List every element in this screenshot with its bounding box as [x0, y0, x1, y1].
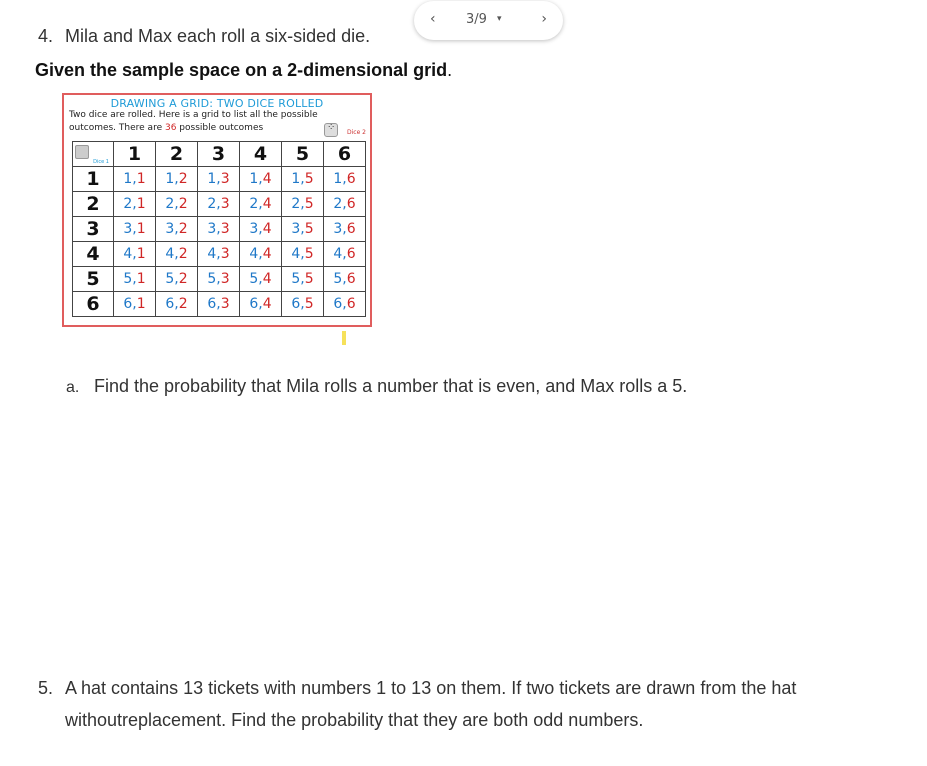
dice-2-icon — [324, 123, 338, 137]
outcome-cell — [156, 217, 198, 242]
die-2-value: 2 — [178, 196, 188, 212]
question-4a — [66, 376, 687, 397]
die-1-value: 3 — [291, 221, 301, 237]
die-1-value: 3 — [249, 221, 259, 237]
row-header: 3 — [73, 217, 114, 242]
die-1-value: 5 — [291, 271, 301, 287]
die-1-value: 5 — [249, 271, 259, 287]
outcome-cell — [114, 267, 156, 292]
die-1-value: 3 — [207, 221, 217, 237]
dice-2-label: Dice 2 — [346, 129, 366, 136]
pair-separator: , — [258, 171, 263, 187]
die-2-value: 5 — [304, 271, 314, 287]
outcome-cell — [324, 292, 366, 317]
outcome-cell — [324, 217, 366, 242]
die-1-value: 3 — [165, 221, 175, 237]
die-1-value: 6 — [333, 296, 343, 312]
outcome-cell — [324, 267, 366, 292]
die-2-value: 3 — [220, 171, 230, 187]
pair-separator: , — [174, 296, 179, 312]
die-2-value: 6 — [346, 221, 356, 237]
pair-separator: , — [342, 246, 347, 262]
outcome-cell — [240, 167, 282, 192]
column-header: 2 — [156, 142, 198, 167]
die-2-value: 1 — [136, 171, 146, 187]
die-1-value: 2 — [249, 196, 259, 212]
dice-1-icon — [75, 145, 89, 159]
row-header: 2 — [73, 192, 114, 217]
die-1-value: 5 — [165, 271, 175, 287]
grid-desc-pre: outcomes. There are — [69, 123, 165, 133]
outcome-cell — [114, 192, 156, 217]
question-5-text-line-1: A hat contains 13 tickets with numbers 1 to 13 on them. If two tickets are drawn from the hat — [65, 678, 797, 698]
die-2-value: 6 — [346, 246, 356, 262]
die-2-value: 2 — [178, 271, 188, 287]
pair-separator: , — [132, 221, 137, 237]
die-1-value: 2 — [207, 196, 217, 212]
table-row — [73, 292, 366, 317]
text-cursor-marker — [342, 331, 346, 345]
die-1-value: 3 — [333, 221, 343, 237]
die-2-value: 4 — [262, 246, 272, 262]
pair-separator: , — [342, 296, 347, 312]
die-2-value: 6 — [346, 296, 356, 312]
outcome-cell — [156, 267, 198, 292]
pair-separator: , — [300, 296, 305, 312]
question-5-text-line-2: withoutreplacement. Find the probability that they are both odd numbers. — [65, 710, 644, 730]
table-row — [73, 242, 366, 267]
table-row — [73, 167, 366, 192]
page-count: 3/9 — [466, 12, 487, 27]
die-2-value: 2 — [178, 171, 188, 187]
part-a-label: a. — [66, 379, 80, 396]
die-2-value: 4 — [262, 221, 272, 237]
die-2-value: 1 — [136, 246, 146, 262]
die-2-value: 3 — [220, 296, 230, 312]
die-2-value: 2 — [178, 296, 188, 312]
die-2-value: 3 — [220, 246, 230, 262]
outcome-cell — [324, 192, 366, 217]
page-navigator — [414, 1, 563, 40]
page-dropdown-caret-icon[interactable]: ▾ — [497, 14, 502, 24]
pair-separator: , — [174, 171, 179, 187]
question-5-number: 5. — [38, 678, 54, 698]
outcome-cell — [156, 192, 198, 217]
outcome-cell — [282, 292, 324, 317]
given-bold-text: Given the sample space on a 2-dimensional grid — [35, 60, 448, 80]
pair-separator: , — [216, 221, 221, 237]
pair-separator: , — [300, 221, 305, 237]
die-2-value: 4 — [262, 271, 272, 287]
outcome-cell — [282, 267, 324, 292]
die-1-value: 4 — [123, 246, 133, 262]
pair-separator: , — [132, 196, 137, 212]
die-2-value: 6 — [346, 196, 356, 212]
outcome-cell — [198, 242, 240, 267]
pair-separator: , — [216, 296, 221, 312]
die-2-value: 5 — [304, 171, 314, 187]
question-5 — [38, 672, 796, 736]
die-1-value: 2 — [123, 196, 133, 212]
die-1-value: 5 — [207, 271, 217, 287]
outcome-cell — [324, 167, 366, 192]
outcome-cell — [198, 217, 240, 242]
pair-separator: , — [258, 196, 263, 212]
die-2-value: 4 — [262, 196, 272, 212]
column-header: 5 — [282, 142, 324, 167]
die-1-value: 6 — [207, 296, 217, 312]
die-1-value: 2 — [165, 196, 175, 212]
die-2-value: 2 — [178, 246, 188, 262]
dice-1-label: Dice 1 — [93, 159, 109, 165]
part-a-text: Find the probability that Mila rolls a number that is even, and Max rolls a 5. — [94, 376, 688, 396]
die-1-value: 6 — [165, 296, 175, 312]
table-corner — [73, 142, 114, 167]
pair-separator: , — [174, 271, 179, 287]
outcome-cell — [282, 192, 324, 217]
grid-title: DRAWING A GRID: TWO DICE ROLLED — [110, 97, 324, 110]
pair-separator: , — [342, 196, 347, 212]
previous-page-icon[interactable]: ‹ — [430, 11, 436, 27]
die-2-value: 4 — [262, 296, 272, 312]
pair-separator: , — [132, 271, 137, 287]
die-2-value: 1 — [136, 271, 146, 287]
outcome-cell — [156, 167, 198, 192]
die-2-value: 5 — [304, 196, 314, 212]
row-header: 5 — [73, 267, 114, 292]
die-1-value: 4 — [291, 246, 301, 262]
column-header: 6 — [324, 142, 366, 167]
grid-desc-post: possible outcomes — [176, 123, 264, 133]
outcome-cell — [282, 217, 324, 242]
pair-separator: , — [300, 271, 305, 287]
question-4 — [38, 26, 370, 47]
die-1-value: 1 — [207, 171, 217, 187]
die-2-value: 3 — [220, 271, 230, 287]
die-2-value: 1 — [136, 221, 146, 237]
dice-grid-image — [62, 93, 372, 327]
grid-description-line-2 — [69, 123, 263, 133]
pair-separator: , — [132, 171, 137, 187]
die-2-value: 6 — [346, 271, 356, 287]
pair-separator: , — [258, 271, 263, 287]
die-1-value: 1 — [333, 171, 343, 187]
pair-separator: , — [216, 196, 221, 212]
die-1-value: 6 — [249, 296, 259, 312]
pair-separator: , — [132, 246, 137, 262]
pair-separator: , — [174, 196, 179, 212]
question-4-number: 4. — [38, 26, 54, 46]
outcome-cell — [282, 167, 324, 192]
die-1-value: 1 — [291, 171, 301, 187]
outcome-cell — [240, 217, 282, 242]
die-1-value: 2 — [291, 196, 301, 212]
die-2-value: 4 — [262, 171, 272, 187]
pair-separator: , — [342, 221, 347, 237]
pair-separator: , — [216, 171, 221, 187]
outcome-cell — [240, 267, 282, 292]
die-2-value: 5 — [304, 296, 314, 312]
die-2-value: 5 — [304, 221, 314, 237]
outcome-cell — [198, 167, 240, 192]
question-5-line-1 — [38, 672, 796, 704]
row-header: 1 — [73, 167, 114, 192]
outcome-cell — [156, 242, 198, 267]
die-1-value: 4 — [249, 246, 259, 262]
outcome-cell — [114, 167, 156, 192]
outcome-cell — [198, 267, 240, 292]
die-1-value: 1 — [249, 171, 259, 187]
pair-separator: , — [216, 246, 221, 262]
die-2-value: 6 — [346, 171, 356, 187]
pair-separator: , — [258, 246, 263, 262]
die-2-value: 3 — [220, 221, 230, 237]
outcome-cell — [198, 192, 240, 217]
die-1-value: 4 — [333, 246, 343, 262]
die-2-value: 3 — [220, 196, 230, 212]
pair-separator: , — [342, 171, 347, 187]
outcome-cell — [324, 242, 366, 267]
table-row — [73, 217, 366, 242]
die-1-value: 2 — [333, 196, 343, 212]
outcome-cell — [240, 242, 282, 267]
die-2-value: 5 — [304, 246, 314, 262]
next-page-icon[interactable]: › — [541, 11, 547, 27]
sample-space-table — [72, 141, 366, 317]
pair-separator: , — [258, 221, 263, 237]
outcome-cell — [282, 242, 324, 267]
table-row — [73, 267, 366, 292]
given-statement — [35, 60, 452, 81]
outcome-cell — [114, 242, 156, 267]
pair-separator: , — [342, 271, 347, 287]
row-header: 4 — [73, 242, 114, 267]
outcome-cell — [198, 292, 240, 317]
outcome-cell — [114, 292, 156, 317]
die-1-value: 5 — [333, 271, 343, 287]
pair-separator: , — [258, 296, 263, 312]
pair-separator: , — [216, 271, 221, 287]
die-1-value: 6 — [123, 296, 133, 312]
die-2-value: 2 — [178, 221, 188, 237]
pair-separator: , — [174, 246, 179, 262]
outcome-cell — [240, 292, 282, 317]
die-1-value: 4 — [207, 246, 217, 262]
outcome-cell — [156, 292, 198, 317]
given-period: . — [447, 60, 453, 80]
pair-separator: , — [300, 171, 305, 187]
pair-separator: , — [132, 296, 137, 312]
outcome-cell — [114, 217, 156, 242]
die-1-value: 1 — [165, 171, 175, 187]
column-header: 3 — [198, 142, 240, 167]
grid-description-line-1: Two dice are rolled. Here is a grid to list all the possible — [69, 110, 318, 120]
die-2-value: 1 — [136, 296, 146, 312]
column-header: 1 — [114, 142, 156, 167]
die-2-value: 1 — [136, 196, 146, 212]
table-row — [73, 192, 366, 217]
pair-separator: , — [300, 196, 305, 212]
die-1-value: 4 — [165, 246, 175, 262]
pair-separator: , — [174, 221, 179, 237]
die-1-value: 6 — [291, 296, 301, 312]
question-4-text: Mila and Max each roll a six-sided die. — [65, 26, 371, 46]
pair-separator: , — [300, 246, 305, 262]
die-1-value: 3 — [123, 221, 133, 237]
die-1-value: 5 — [123, 271, 133, 287]
row-header: 6 — [73, 292, 114, 317]
outcome-cell — [240, 192, 282, 217]
column-header: 4 — [240, 142, 282, 167]
grid-desc-count: 36 — [164, 123, 177, 133]
table-header-row — [73, 142, 366, 167]
die-1-value: 1 — [123, 171, 133, 187]
